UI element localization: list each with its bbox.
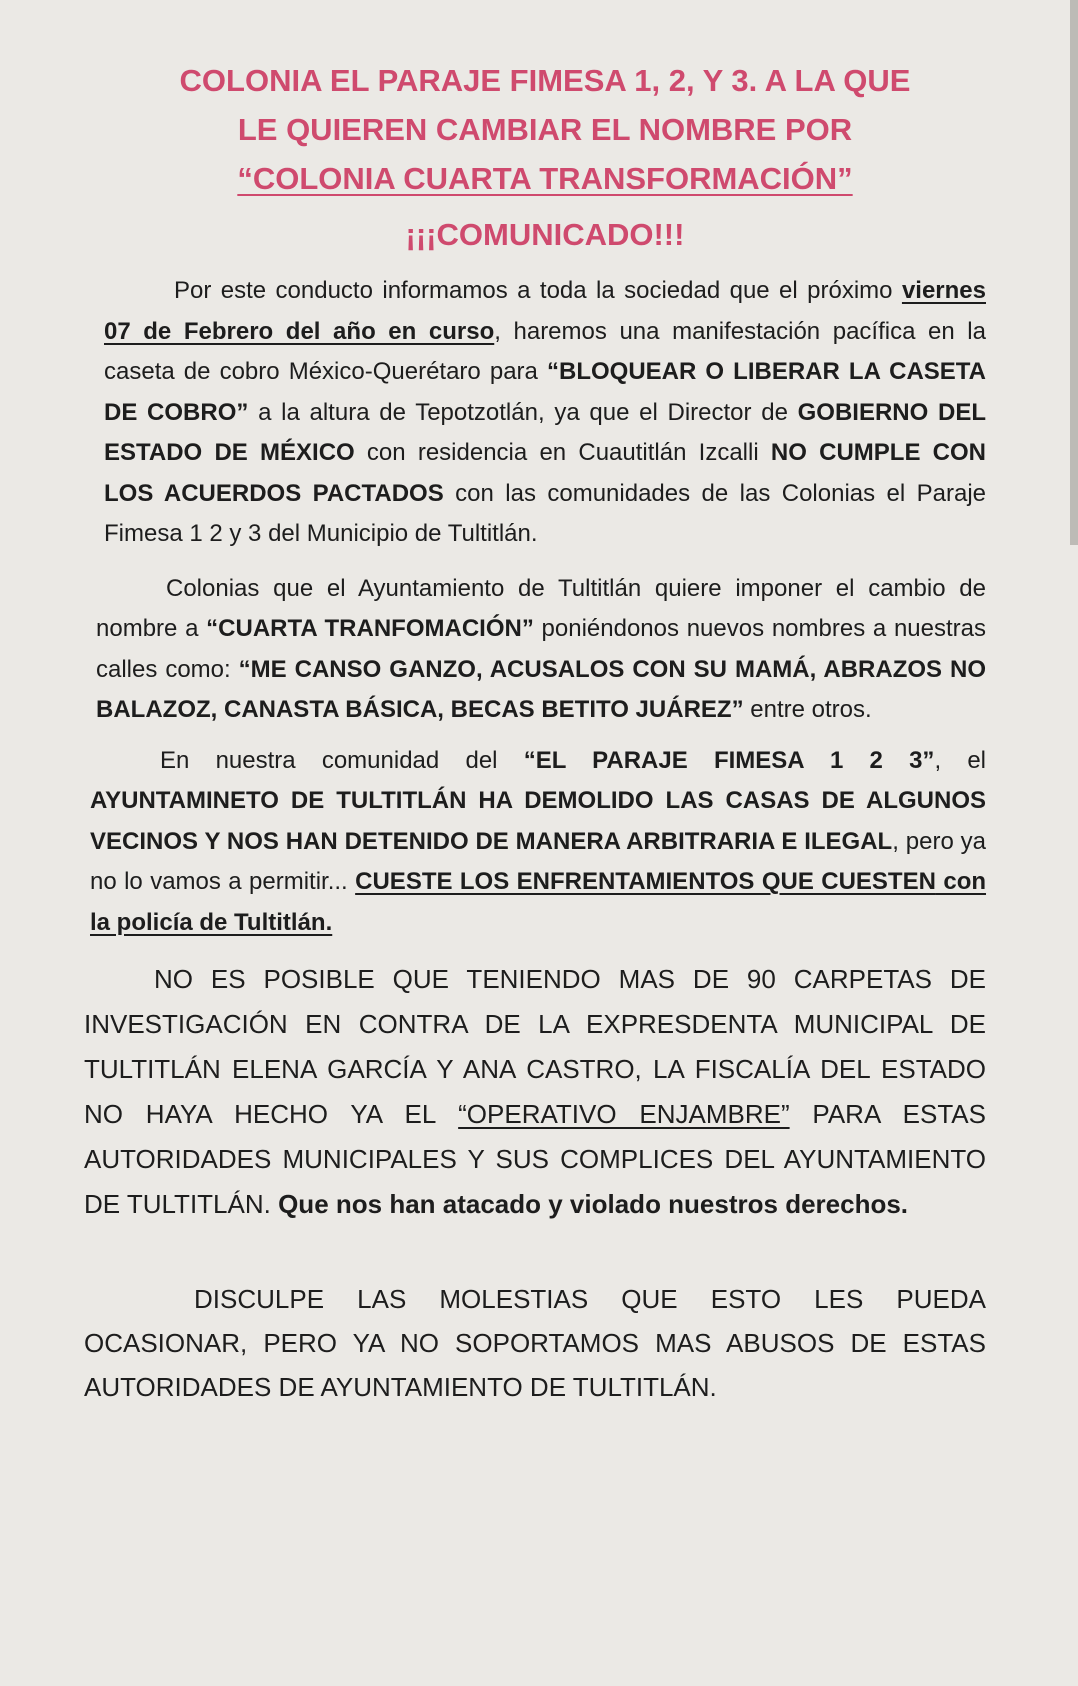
p2-text-a: Colonias que el Ayuntamiento de Tultitlán quiere imponer el cambio de nombre a [96,574,986,642]
p1-text-c: , haremos una manifestación pacífica en la caseta de cobro México-Querétaro para [104,317,986,385]
p1-date: viernes 07 de Febrero del año en curso [104,277,986,345]
p2-text-e: entre otros. [743,696,872,723]
paper-edge-shadow [1070,0,1078,545]
p4-text-d: Que nos han atacado y violado nuestros derechos. [270,1189,909,1219]
p1-bold-d: “BLOQUEAR O LIBERAR LA CASETA DE COBRO” [104,358,987,426]
p3-bold-f: CUESTE LOS ENFRENTAMIENTOS QUE CUESTEN [355,868,936,895]
p2-bold-d: “ME CANSO GANZO, ACUSALOS CON SU MAMÁ, ABRAZOS NO BALAZOZ, CANASTA BÁSICA, BECAS BETITO JUÁREZ” [96,655,986,723]
p3-text-g: con la policía de Tultitlán. [90,868,987,936]
p3-bold-b: “EL PARAJE FIMESA 1 2 3” [523,746,935,774]
paragraph-2 [84,569,986,731]
document-title [84,56,986,203]
comunicado-heading: ¡¡¡COMUNICADO!!! [405,217,685,252]
p1-bold-f: GOBIERNO DEL ESTADO DE MÉXICO [104,398,987,466]
paragraph-5: DISCULPE LAS MOLESTIAS QUE ESTO LES PUEDA OCASIONAR, PERO YA NO SOPORTAMOS MAS ABUSOS DE ESTAS AUTORIDADES DE AYUNTAMIENTO DE TULTITLÁN. [84,1284,986,1402]
p3-text-a: En nuestra comunidad del [160,746,524,774]
p1-text-a: Por este conducto informamos a toda la sociedad que el próximo [174,277,902,304]
title-line-3: “COLONIA CUARTA TRANSFORMACIÓN” [237,161,853,196]
paragraph-1 [84,271,986,555]
title-line-2: LE QUIEREN CAMBIAR EL NOMBRE POR [237,112,853,147]
p1-text-i: con las comunidades de las Colonias el Paraje Fimesa 1 2 y 3 del Municipio de Tultitlán. [104,479,987,547]
p1-text-g: con residencia en Cuautitlán Izcalli [354,439,771,466]
p1-bold-h: NO CUMPLE CON LOS ACUERDOS PACTADOS [104,439,986,507]
p3-text-c: , el [934,746,987,774]
p4-text-c: PARA ESTAS AUTORIDADES MUNICIPALES Y SUS COMPLICES DEL AYUNTAMIENTO DE TULTITLÁN. [84,1099,986,1219]
p2-bold-b: “CUARTA TRANFOMACIÓN” [206,615,534,642]
p2-text-c: poniéndonos nuevos nombres a nuestras calles como: [96,615,987,683]
p3-text-e: , pero ya no lo vamos a permitir... [90,827,987,895]
p1-text-e: a la altura de Tepotzotlán, ya que el Director de [248,398,798,426]
paragraph-3 [84,741,986,944]
p4-text-a: NO ES POSIBLE QUE TENIENDO MAS DE 90 CARPETAS DE INVESTIGACIÓN EN CONTRA DE LA EXPRESDENTA MUNICIPAL DE TULTITLÁN ELENA GARCÍA Y ANA CASTRO, LA FISCALÍA DEL ESTADO NO HAYA HECHO YA EL [84,964,986,1129]
paragraph-4 [84,957,986,1227]
p4-operativo: “OPERATIVO ENJAMBRE” [458,1099,790,1129]
title-line-1: COLONIA EL PARAJE FIMESA 1, 2, Y 3. A LA QUE [179,63,911,98]
p3-bold-d: AYUNTAMINETO DE TULTITLÁN HA DEMOLIDO LAS CASAS DE ALGUNOS VECINOS Y NOS HAN DETENIDO DE MANERA ARBITRARIA E ILEGAL [90,787,986,855]
